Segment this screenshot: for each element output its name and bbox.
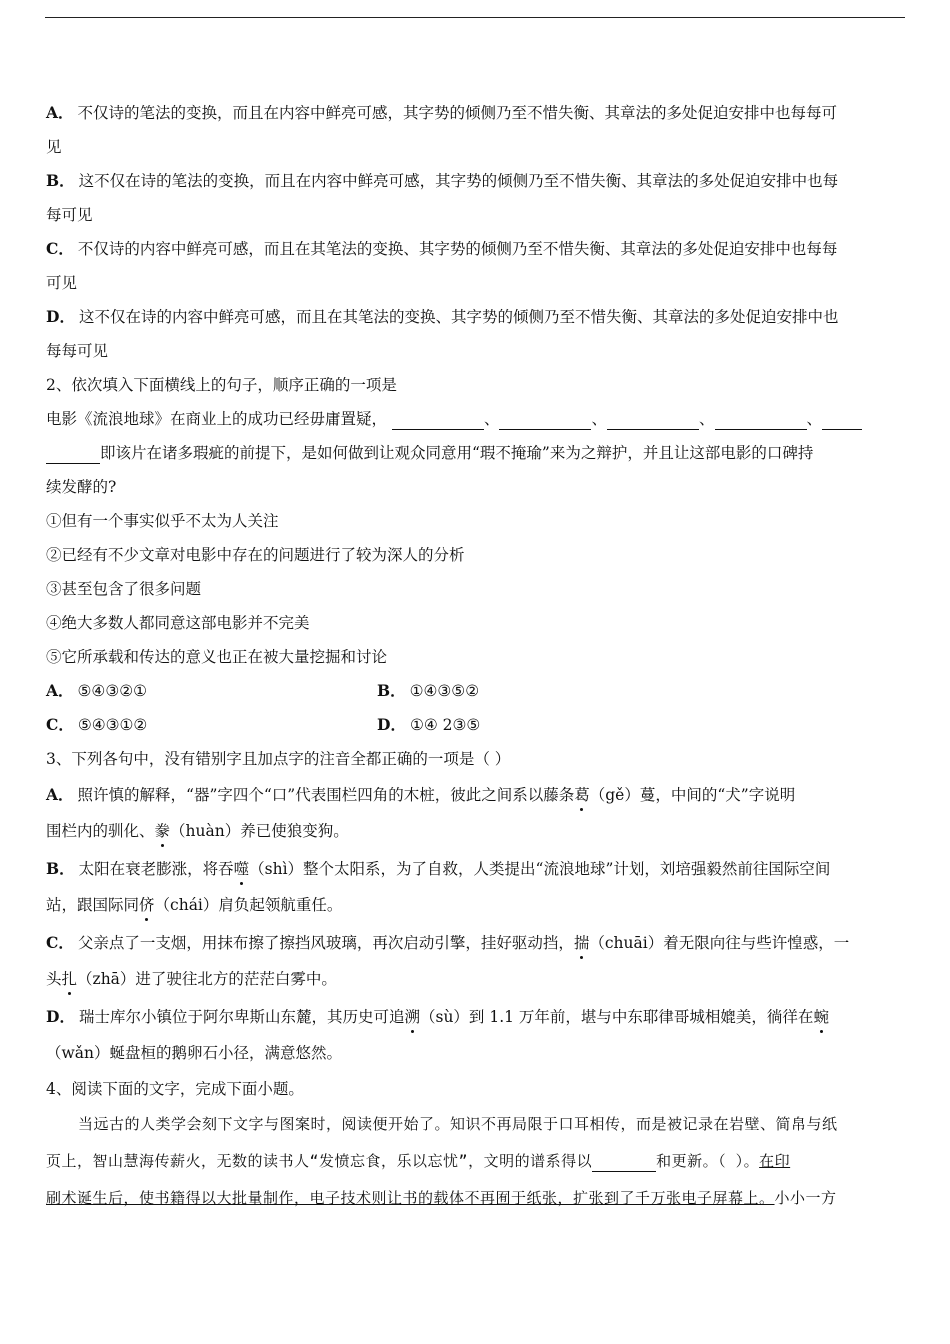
option-text: 这不仅在诗的笔法的变换，而且在内容中鲜亮可感，其字势的倾侧乃至不惜失衡、其章法的多处促迫安排中也每 — [78, 172, 839, 190]
underlined-text: 刷术诞生后，使书籍得以大批量制作，电子技术则让书的载体不再囿于纸张，扩张到了千万张电子屏幕上。 — [46, 1189, 775, 1207]
option-text: 站，跟国际同 — [46, 896, 140, 914]
option-text: （wǎn）蜒盘桓的鹅卵石小径，满意悠然。 — [46, 1044, 342, 1062]
option-label: B． — [46, 859, 75, 878]
option-text: （gě）蔓，中间的“犬”字说明 — [589, 786, 796, 804]
blank-separator: 、 — [698, 410, 715, 428]
fill-blank — [392, 407, 484, 430]
option-text: （chái）肩负起领航重任。 — [154, 896, 343, 914]
option-text: 照许慎的解释，“器”字四个“口”代表围栏四角的木桩，彼此之间系以藤条 — [77, 786, 575, 804]
option-text: 头 — [46, 970, 62, 988]
q2-text-end: 续发酵的? — [46, 478, 117, 496]
q2-options-row — [46, 674, 904, 708]
q2-option-a — [46, 674, 377, 708]
header-rule — [45, 17, 905, 18]
dotted-char: 溯 — [404, 999, 420, 1036]
q2-option-c — [46, 708, 377, 742]
option-text: 这不仅在诗的内容中鲜亮可感，而且在其笔法的变换、其字势的倾侧乃至不惜失衡、其章法的多处促迫安排中也 — [78, 308, 839, 326]
option-text: 不仅诗的内容中鲜亮可感，而且在其笔法的变换、其字势的倾侧乃至不惜失衡、其章法的多处促迫安排中也每每 — [77, 240, 838, 258]
fill-blank — [592, 1149, 656, 1172]
q4-passage — [46, 1106, 904, 1217]
dotted-char: 蜿 — [813, 999, 829, 1036]
option-label: C． — [46, 933, 74, 952]
passage-line: 当远古的人类学会刻下文字与图案时，阅读便开始了。知识不再局限于口耳相传，而是被记录在岩壁、简帛与纸 — [78, 1115, 838, 1133]
option-label: A． — [46, 785, 74, 804]
passage-text: 小小一方 — [774, 1189, 837, 1207]
dotted-char: 噬 — [234, 851, 250, 888]
option-text: 不仅诗的笔法的变换，而且在内容中鲜亮可感，其字势的倾侧乃至不惜失衡、其章法的多处促迫安排中也每每可 — [77, 104, 838, 122]
option-text: 瑞士库尔小镇位于阿尔卑斯山东麓，其历史可追 — [78, 1008, 405, 1026]
option-text: （huàn）养已使狼变狗。 — [170, 822, 349, 840]
blank-separator: 、 — [806, 410, 823, 428]
option-label: D． — [46, 307, 75, 326]
option-text: （chuāi）着无限向往与些许惶惑，一 — [589, 934, 850, 952]
passage-text: 页上，智山慧海传薪火，无数的读书人“发愤忘食，乐以忘忧”，文明的谱系得以 — [46, 1152, 593, 1170]
passage-line — [46, 1143, 904, 1180]
q4-stem: 4、阅读下面的文字，完成下面小题。 — [46, 1080, 304, 1098]
q1-option-d — [46, 300, 904, 368]
fill-blank — [822, 407, 862, 430]
option-text: 父亲点了一支烟，用抹布擦了擦挡风玻璃，再次启动引擎，挂好驱动挡， — [77, 934, 574, 952]
q1-option-a — [46, 96, 904, 164]
q2-text-cont: 即该片在诸多瑕疵的前提下，是如何做到让观众同意用“瑕不掩瑜”来为之辩护，并且让这部电影的口碑持 — [100, 444, 814, 462]
option-label: B． — [46, 171, 75, 190]
q2-text-line-1 — [46, 402, 904, 436]
option-text: 围栏内的驯化、 — [46, 822, 155, 840]
fill-blank — [715, 407, 807, 430]
q2-item: ③甚至包含了很多问题 — [46, 580, 202, 598]
blank-separator: 、 — [591, 410, 607, 428]
dotted-char: 侪 — [139, 887, 155, 924]
blank-separator: 、 — [483, 410, 500, 428]
q3-option-a — [46, 776, 904, 850]
option-text-cont: 每可见 — [46, 206, 93, 224]
q2-item: ①但有一个事实似乎不太为人关注 — [46, 512, 279, 530]
option-text: ⑤④③②① — [77, 682, 148, 700]
option-label: D． — [377, 715, 406, 734]
option-text: （zhā）进了驶往北方的茫茫白雾中。 — [77, 970, 337, 988]
option-label: D． — [46, 1007, 75, 1026]
underlined-text: 在印 — [759, 1152, 791, 1170]
q2-text-line-2 — [46, 436, 904, 470]
q3-stem: 3、下列各句中，没有错别字且加点字的注音全都正确的一项是（ ） — [46, 750, 511, 768]
dotted-char: 葛 — [574, 777, 590, 814]
option-text-cont: 可见 — [46, 274, 78, 292]
option-text: ⑤④③①② — [77, 716, 148, 734]
q2-option-d — [377, 708, 708, 742]
document-body — [46, 96, 904, 1217]
option-text: ①④ 2③⑤ — [409, 716, 481, 734]
q2-options-row — [46, 708, 904, 742]
option-text: ①④③⑤② — [409, 682, 480, 700]
q2-item: ②已经有不少文章对电影中存在的问题进行了较为深人的分析 — [46, 546, 465, 564]
q3-option-d — [46, 998, 904, 1072]
passage-line — [46, 1180, 904, 1217]
fill-blank — [499, 407, 591, 430]
q2-stem: 2、依次填入下面横线上的句子，顺序正确的一项是 — [46, 376, 397, 394]
option-text-cont: 每每可见 — [46, 342, 109, 360]
option-text-cont: 见 — [46, 138, 62, 156]
q1-option-c — [46, 232, 904, 300]
option-label: C． — [46, 715, 74, 734]
option-label: C． — [46, 239, 74, 258]
fill-blank — [607, 407, 699, 430]
passage-text: 和更新。（ ）。 — [656, 1152, 760, 1170]
q2-item: ⑤它所承载和传达的意义也正在被大量挖掘和讨论 — [46, 648, 388, 666]
option-label: B． — [377, 681, 406, 700]
q1-option-b — [46, 164, 904, 232]
fill-blank — [46, 441, 100, 464]
q2-text-start: 电影《流浪地球》在商业上的成功已经毋庸置疑， — [46, 410, 388, 428]
dotted-char: 扎 — [62, 961, 78, 998]
option-text: 太阳在衰老膨涨，将吞 — [78, 860, 234, 878]
q2-option-b — [377, 674, 708, 708]
dotted-char: 豢 — [155, 813, 171, 850]
q3-option-c — [46, 924, 904, 998]
dotted-char: 揣 — [574, 925, 590, 962]
option-text: （sù）到 1.1 万年前，堪与中东耶律哥城相媲美，徜徉在 — [419, 1008, 814, 1026]
option-text: （shì）整个太阳系，为了自救，人类提出“流浪地球”计划，刘培强毅然前往国际空间 — [249, 860, 831, 878]
q3-option-b — [46, 850, 904, 924]
q2-item: ④绝大多数人都同意这部电影并不完美 — [46, 614, 310, 632]
option-label: A． — [46, 103, 74, 122]
option-label: A． — [46, 681, 74, 700]
